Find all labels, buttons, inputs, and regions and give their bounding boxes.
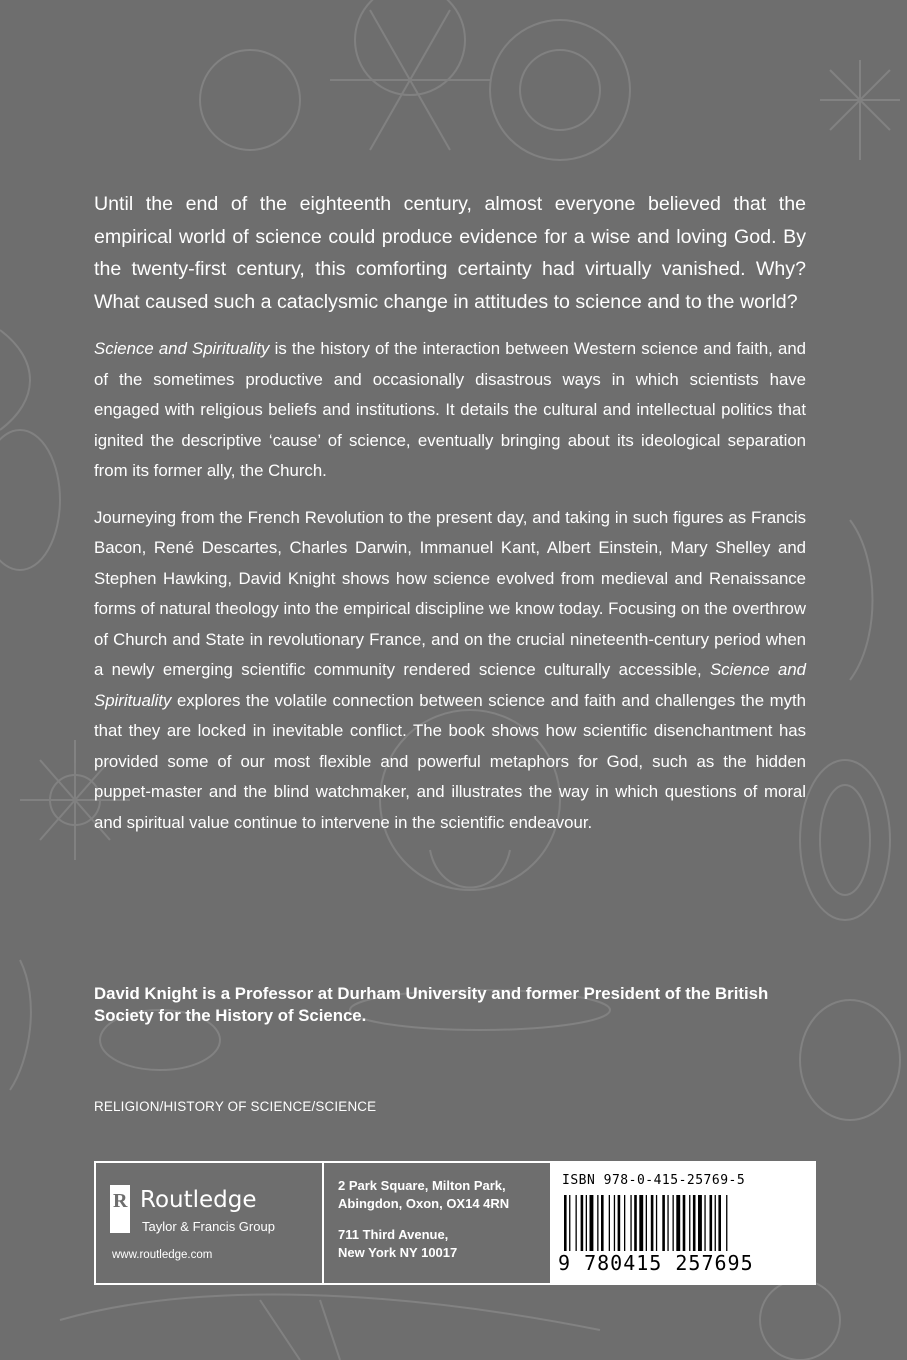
blurb-paragraph-3-text-b: explores the volatile connection between science and faith and challenges the myth that they are locked in inevitable conflict. The book shows how scientific disenchantment has provided some of our most flexible and powerful metaphors for God, such as the hidden puppet-master and the blind watchmaker, and illustrates the way in which questions of moral and spiritual value continue to intervene in the scientific endeavour. — [94, 690, 806, 832]
book-title-italic: Science and Spirituality — [94, 660, 806, 710]
isbn-digits: 9 780415 257695 — [558, 1251, 754, 1275]
subject-category: RELIGION/HISTORY OF SCIENCE/SCIENCE — [94, 1099, 377, 1114]
footer-divider — [322, 1163, 324, 1283]
publisher-address — [338, 1177, 509, 1261]
blurb-paragraph-2-text: is the history of the interaction between Western science and faith, and of the sometimes productive and occasionally disastrous ways in which scientists have engaged with religious beliefs and institutions. It details the cultural and intellectual politics that ignited the descriptive ‘cause’ of science, eventually bringing about its ideological separation from its former ally, the Church. — [94, 339, 806, 480]
book-title-italic: Science and Spirituality — [94, 339, 270, 358]
publisher-footer — [94, 1161, 816, 1285]
blurb-paragraph-3-text-a: Journeying from the French Revolution to the present day, and taking in such figures as Francis Bacon, René Descartes, Charles Darwin, Immanuel Kant, Albert Einstein, Mary Shelley and Stephen Hawking, David Knight shows how science evolved from medieval and Renaissance forms of natural theology into the empirical discipline we know today. Focusing on the overthrow of Church and State in revolutionary France, and on the crucial nineteenth-century period when a newly emerging scientific community rendered science culturally accessible, — [94, 507, 806, 679]
blurb-paragraph-3 — [94, 503, 806, 839]
address-us-line-1: 711 Third Avenue, — [338, 1227, 449, 1242]
author-bio: David Knight is a Professor at Durham University and former President of the British Society for the History of Science. — [94, 984, 769, 1025]
publisher-name: Routledge — [140, 1187, 257, 1213]
address-uk-line-2: Abingdon, Oxon, OX14 4RN — [338, 1195, 510, 1211]
publisher-group: Taylor & Francis Group — [142, 1219, 275, 1234]
blurb-paragraph-2 — [94, 334, 806, 487]
routledge-logo-icon: R — [110, 1185, 130, 1233]
barcode-icon — [564, 1195, 804, 1251]
isbn-barcode-panel — [552, 1163, 814, 1283]
isbn-label: ISBN 978-0-415-25769-5 — [562, 1173, 746, 1188]
address-us-line-2: New York NY 10017 — [338, 1244, 458, 1260]
back-cover-blurb — [94, 188, 806, 854]
address-uk-line-1: 2 Park Square, Milton Park, — [338, 1178, 506, 1193]
publisher-website[interactable]: www.routledge.com — [112, 1249, 213, 1261]
blurb-paragraph-1: Until the end of the eighteenth century, almost everyone believed that the empirical world of science could produce evidence for a wise and loving God. By the twenty-first century, this comforting certainty had virtually vanished. Why? What caused such a cataclysmic change in attitudes to science and to the world? — [94, 193, 806, 313]
